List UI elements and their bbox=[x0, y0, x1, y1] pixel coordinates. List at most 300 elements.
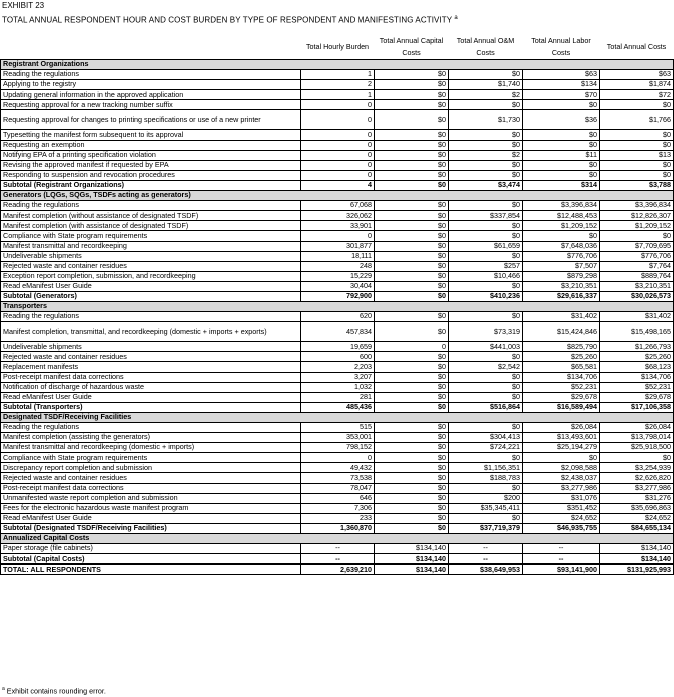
cell-value: $0 bbox=[449, 251, 523, 261]
row-label: Undeliverable shipments bbox=[1, 251, 301, 261]
cell-value: $0 bbox=[375, 160, 449, 170]
table-row bbox=[1, 372, 674, 382]
cell-value: $0 bbox=[375, 443, 449, 453]
section-header-row bbox=[1, 191, 674, 201]
cell-value: $15,424,846 bbox=[523, 322, 600, 342]
cell-value: 798,152 bbox=[301, 443, 375, 453]
row-label: Manifest completion, transmittal, and recordkeeping (domestic + imports + exports) bbox=[1, 322, 301, 342]
cell-value: $0 bbox=[375, 473, 449, 483]
cell-value: 0 bbox=[375, 342, 449, 352]
cell-value: $24,652 bbox=[600, 513, 674, 523]
cell-value: $25,194,279 bbox=[523, 443, 600, 453]
cell-value: 646 bbox=[301, 493, 375, 503]
cell-value: $879,298 bbox=[523, 271, 600, 281]
cell-value: $7,648,036 bbox=[523, 241, 600, 251]
table-row bbox=[1, 90, 674, 100]
cell-value: $134,140 bbox=[600, 554, 674, 565]
row-label: Compliance with State program requirements bbox=[1, 453, 301, 463]
cell-value: 353,001 bbox=[301, 433, 375, 443]
row-label: Manifest completion (assisting the generators) bbox=[1, 433, 301, 443]
cell-value: $134,706 bbox=[600, 372, 674, 382]
table-row bbox=[1, 201, 674, 211]
table-row bbox=[1, 352, 674, 362]
total-row bbox=[1, 564, 674, 575]
cell-value: $0 bbox=[375, 291, 449, 301]
cell-value: 0 bbox=[301, 170, 375, 180]
cell-value: $37,719,379 bbox=[449, 523, 523, 533]
cell-value: $72 bbox=[600, 90, 674, 100]
cell-value: 0 bbox=[301, 100, 375, 110]
cell-value: $0 bbox=[449, 100, 523, 110]
cell-value: $134,140 bbox=[375, 554, 449, 565]
table-row bbox=[1, 271, 674, 281]
cell-value: $200 bbox=[449, 493, 523, 503]
cell-value: $63 bbox=[600, 70, 674, 80]
row-label: Manifest transmittal and recordkeeping (domestic + imports) bbox=[1, 443, 301, 453]
cell-value: 67,068 bbox=[301, 201, 375, 211]
cell-value: $0 bbox=[375, 80, 449, 90]
cell-value: $1,209,152 bbox=[600, 221, 674, 231]
table-row bbox=[1, 513, 674, 523]
section-header-row bbox=[1, 412, 674, 422]
cell-value: $0 bbox=[449, 231, 523, 241]
row-label: Post-receipt manifest data corrections bbox=[1, 483, 301, 493]
subtotal-row bbox=[1, 291, 674, 301]
row-label: Paper storage (file cabinets) bbox=[1, 544, 301, 554]
table-row bbox=[1, 281, 674, 291]
subtotal-row bbox=[1, 554, 674, 565]
cell-value: 2 bbox=[301, 80, 375, 90]
cell-value: 281 bbox=[301, 392, 375, 402]
cell-value: $0 bbox=[375, 211, 449, 221]
cell-value: $0 bbox=[449, 453, 523, 463]
row-label: Notification of discharge of hazardous waste bbox=[1, 382, 301, 392]
row-label: Discrepancy report completion and submission bbox=[1, 463, 301, 473]
cell-value: $7,764 bbox=[600, 261, 674, 271]
row-label: Subtotal (Generators) bbox=[1, 291, 301, 301]
row-label: Notifying EPA of a printing specification violation bbox=[1, 150, 301, 160]
cell-value: $0 bbox=[375, 241, 449, 251]
cell-value: $0 bbox=[375, 493, 449, 503]
cell-value: $134,140 bbox=[600, 544, 674, 554]
cell-value: 1 bbox=[301, 90, 375, 100]
cell-value: $46,935,755 bbox=[523, 523, 600, 533]
subtotal-row bbox=[1, 523, 674, 533]
cell-value: $0 bbox=[449, 483, 523, 493]
cell-value: $26,084 bbox=[523, 423, 600, 433]
cell-value: 15,229 bbox=[301, 271, 375, 281]
cell-value: $1,740 bbox=[449, 80, 523, 90]
cell-value: $26,084 bbox=[600, 423, 674, 433]
cell-value: $0 bbox=[523, 231, 600, 241]
cell-value: $2,098,588 bbox=[523, 463, 600, 473]
cell-value: $1,156,351 bbox=[449, 463, 523, 473]
header-capital-costs: Total Annual Capital Costs bbox=[379, 36, 444, 57]
cell-value: $0 bbox=[449, 382, 523, 392]
cell-value: $776,706 bbox=[600, 251, 674, 261]
cell-value: $31,276 bbox=[600, 493, 674, 503]
cell-value: 33,901 bbox=[301, 221, 375, 231]
section-title: Annualized Capital Costs bbox=[1, 534, 674, 544]
cell-value: $0 bbox=[375, 150, 449, 160]
cell-value: 30,404 bbox=[301, 281, 375, 291]
cell-value: $12,488,453 bbox=[523, 211, 600, 221]
cell-value: $314 bbox=[523, 180, 600, 190]
cell-value: $0 bbox=[375, 261, 449, 271]
cell-value: 620 bbox=[301, 312, 375, 322]
cell-value: $29,678 bbox=[600, 392, 674, 402]
cell-value: $0 bbox=[449, 281, 523, 291]
cell-value: $134 bbox=[523, 80, 600, 90]
row-label: Rejected waste and container residues bbox=[1, 473, 301, 483]
cell-value: $3,277,986 bbox=[523, 483, 600, 493]
cell-value: $29,616,337 bbox=[523, 291, 600, 301]
cell-value: $24,652 bbox=[523, 513, 600, 523]
cell-value: $351,452 bbox=[523, 503, 600, 513]
table-row bbox=[1, 423, 674, 433]
cell-value: $0 bbox=[449, 513, 523, 523]
row-label: Manifest completion (with assistance of designated TSDF) bbox=[1, 221, 301, 231]
footnote-mark: a bbox=[2, 686, 5, 692]
row-label: Requesting an exemption bbox=[1, 140, 301, 150]
cell-value: 0 bbox=[301, 110, 375, 130]
row-label: Unmanifested waste report completion and submission bbox=[1, 493, 301, 503]
cell-value: $0 bbox=[375, 100, 449, 110]
section-title: Transporters bbox=[1, 302, 674, 312]
cell-value: $0 bbox=[375, 402, 449, 412]
burden-table bbox=[0, 35, 674, 575]
table-row bbox=[1, 483, 674, 493]
cell-value: $0 bbox=[523, 170, 600, 180]
header-total-costs: Total Annual Costs bbox=[606, 42, 667, 51]
cell-value: $63 bbox=[523, 70, 600, 80]
row-label: Exception report completion, submission, and recordkeeping bbox=[1, 271, 301, 281]
row-label: Replacement manifests bbox=[1, 362, 301, 372]
cell-value: $7,709,695 bbox=[600, 241, 674, 251]
cell-value: $13,493,601 bbox=[523, 433, 600, 443]
cell-value: 326,062 bbox=[301, 211, 375, 221]
cell-value: $2 bbox=[449, 90, 523, 100]
cell-value: 0 bbox=[301, 231, 375, 241]
table-row bbox=[1, 382, 674, 392]
cell-value: 1 bbox=[301, 70, 375, 80]
cell-value: $1,766 bbox=[600, 110, 674, 130]
table-row bbox=[1, 342, 674, 352]
row-label: Manifest completion (without assistance of designated TSDF) bbox=[1, 211, 301, 221]
cell-value: $0 bbox=[600, 170, 674, 180]
cell-value: $257 bbox=[449, 261, 523, 271]
cell-value: $337,854 bbox=[449, 211, 523, 221]
section-header-row bbox=[1, 534, 674, 544]
table-row bbox=[1, 261, 674, 271]
cell-value: $0 bbox=[523, 140, 600, 150]
table-row bbox=[1, 544, 674, 554]
table-row bbox=[1, 241, 674, 251]
cell-value: $441,003 bbox=[449, 342, 523, 352]
cell-value: $0 bbox=[375, 231, 449, 241]
cell-value: $3,277,986 bbox=[600, 483, 674, 493]
cell-value: 1,032 bbox=[301, 382, 375, 392]
cell-value: $2,626,820 bbox=[600, 473, 674, 483]
cell-value: $0 bbox=[375, 392, 449, 402]
table-row bbox=[1, 433, 674, 443]
row-label: Responding to suspension and revocation procedures bbox=[1, 170, 301, 180]
cell-value: $0 bbox=[375, 90, 449, 100]
cell-value: -- bbox=[523, 554, 600, 565]
subtotal-row bbox=[1, 180, 674, 190]
cell-value: $3,254,939 bbox=[600, 463, 674, 473]
footnote bbox=[2, 685, 106, 695]
cell-value: 2,639,210 bbox=[301, 564, 375, 575]
cell-value: $0 bbox=[375, 382, 449, 392]
cell-value: $0 bbox=[375, 170, 449, 180]
footnote-text: Exhibit contains rounding error. bbox=[6, 686, 106, 696]
cell-value: $25,918,500 bbox=[600, 443, 674, 453]
cell-value: 485,436 bbox=[301, 402, 375, 412]
cell-value: $134,140 bbox=[375, 564, 449, 575]
cell-value: $889,764 bbox=[600, 271, 674, 281]
cell-value: $0 bbox=[375, 433, 449, 443]
header-om-costs: Total Annual O&M Costs bbox=[456, 36, 515, 57]
cell-value: $0 bbox=[600, 453, 674, 463]
row-label: Subtotal (Capital Costs) bbox=[1, 554, 301, 565]
cell-value: -- bbox=[301, 554, 375, 565]
cell-value: 0 bbox=[301, 130, 375, 140]
cell-value: $776,706 bbox=[523, 251, 600, 261]
cell-value: $0 bbox=[449, 201, 523, 211]
table-row bbox=[1, 211, 674, 221]
table-row bbox=[1, 312, 674, 322]
cell-value: $516,864 bbox=[449, 402, 523, 412]
cell-value: $31,402 bbox=[523, 312, 600, 322]
cell-value: $25,260 bbox=[523, 352, 600, 362]
cell-value: $410,236 bbox=[449, 291, 523, 301]
cell-value: 792,900 bbox=[301, 291, 375, 301]
cell-value: $825,790 bbox=[523, 342, 600, 352]
cell-value: $30,026,573 bbox=[600, 291, 674, 301]
cell-value: $52,231 bbox=[600, 382, 674, 392]
cell-value: $0 bbox=[375, 453, 449, 463]
section-title: Registrant Organizations bbox=[1, 60, 674, 70]
cell-value: $724,221 bbox=[449, 443, 523, 453]
cell-value: $3,788 bbox=[600, 180, 674, 190]
cell-value: -- bbox=[449, 554, 523, 565]
cell-value: $0 bbox=[449, 352, 523, 362]
cell-value: $73,319 bbox=[449, 322, 523, 342]
cell-value: 19,659 bbox=[301, 342, 375, 352]
cell-value: $1,874 bbox=[600, 80, 674, 90]
row-label: Rejected waste and container residues bbox=[1, 352, 301, 362]
header-activity bbox=[1, 35, 301, 60]
cell-value: $35,345,411 bbox=[449, 503, 523, 513]
cell-value: $0 bbox=[449, 423, 523, 433]
row-label: Requesting approval for a new tracking number suffix bbox=[1, 100, 301, 110]
cell-value: 1,360,870 bbox=[301, 523, 375, 533]
cell-value: 233 bbox=[301, 513, 375, 523]
cell-value: $0 bbox=[375, 352, 449, 362]
cell-value: 7,306 bbox=[301, 503, 375, 513]
cell-value: $31,402 bbox=[600, 312, 674, 322]
cell-value: $131,925,993 bbox=[600, 564, 674, 575]
table-row bbox=[1, 80, 674, 90]
cell-value: $0 bbox=[375, 140, 449, 150]
cell-value: $0 bbox=[375, 503, 449, 513]
row-label: Undeliverable shipments bbox=[1, 342, 301, 352]
cell-value: $0 bbox=[449, 312, 523, 322]
table-row bbox=[1, 503, 674, 513]
row-label: Subtotal (Designated TSDF/Receiving Facilities) bbox=[1, 523, 301, 533]
cell-value: $84,655,134 bbox=[600, 523, 674, 533]
cell-value: $10,466 bbox=[449, 271, 523, 281]
table-row bbox=[1, 453, 674, 463]
section-title: Generators (LQGs, SQGs, TSDFs acting as generators) bbox=[1, 191, 674, 201]
table-body bbox=[1, 60, 674, 575]
cell-value: $13 bbox=[600, 150, 674, 160]
cell-value: $134,140 bbox=[375, 544, 449, 554]
table-row bbox=[1, 251, 674, 261]
cell-value: $188,783 bbox=[449, 473, 523, 483]
table-row bbox=[1, 100, 674, 110]
cell-value: $0 bbox=[449, 70, 523, 80]
row-label: Read eManifest User Guide bbox=[1, 513, 301, 523]
table-row bbox=[1, 392, 674, 402]
table-row bbox=[1, 110, 674, 130]
cell-value: $0 bbox=[375, 362, 449, 372]
cell-value: $0 bbox=[375, 372, 449, 382]
cell-value: 600 bbox=[301, 352, 375, 362]
cell-value: 0 bbox=[301, 150, 375, 160]
cell-value: $0 bbox=[523, 453, 600, 463]
cell-value: 2,203 bbox=[301, 362, 375, 372]
row-label: Fees for the electronic hazardous waste manifest program bbox=[1, 503, 301, 513]
cell-value: $0 bbox=[375, 312, 449, 322]
row-label: Reading the regulations bbox=[1, 312, 301, 322]
cell-value: $2 bbox=[449, 150, 523, 160]
cell-value: $0 bbox=[375, 513, 449, 523]
header-hourly-burden: Total Hourly Burden bbox=[305, 42, 370, 51]
cell-value: $0 bbox=[600, 100, 674, 110]
table-row bbox=[1, 170, 674, 180]
cell-value: $36 bbox=[523, 110, 600, 130]
table-row bbox=[1, 130, 674, 140]
cell-value: $52,231 bbox=[523, 382, 600, 392]
exhibit-title bbox=[2, 13, 458, 26]
header-labor-costs: Total Annual Labor Costs bbox=[531, 36, 591, 57]
cell-value: $304,413 bbox=[449, 433, 523, 443]
cell-value: $29,678 bbox=[523, 392, 600, 402]
cell-value: $0 bbox=[449, 221, 523, 231]
cell-value: $65,581 bbox=[523, 362, 600, 372]
table-row bbox=[1, 473, 674, 483]
table-row bbox=[1, 140, 674, 150]
cell-value: $1,266,793 bbox=[600, 342, 674, 352]
table-row bbox=[1, 70, 674, 80]
cell-value: $38,649,953 bbox=[449, 564, 523, 575]
cell-value: 0 bbox=[301, 140, 375, 150]
cell-value: $0 bbox=[600, 140, 674, 150]
row-label: Subtotal (Registrant Organizations) bbox=[1, 180, 301, 190]
table-row bbox=[1, 443, 674, 453]
cell-value: $31,076 bbox=[523, 493, 600, 503]
cell-value: $134,706 bbox=[523, 372, 600, 382]
cell-value: -- bbox=[301, 544, 375, 554]
cell-value: $0 bbox=[600, 160, 674, 170]
row-label: Updating general information in the approved application bbox=[1, 90, 301, 100]
row-label: Subtotal (Transporters) bbox=[1, 402, 301, 412]
cell-value: -- bbox=[449, 544, 523, 554]
section-header-row bbox=[1, 60, 674, 70]
cell-value: $12,826,307 bbox=[600, 211, 674, 221]
cell-value: $0 bbox=[523, 100, 600, 110]
cell-value: $3,474 bbox=[449, 180, 523, 190]
row-label: Compliance with State program requirements bbox=[1, 231, 301, 241]
cell-value: 0 bbox=[301, 453, 375, 463]
cell-value: $0 bbox=[375, 463, 449, 473]
table-row bbox=[1, 322, 674, 342]
cell-value: 3,207 bbox=[301, 372, 375, 382]
row-label: TOTAL: ALL RESPONDENTS bbox=[1, 564, 301, 575]
cell-value: $68,123 bbox=[600, 362, 674, 372]
cell-value: $0 bbox=[375, 271, 449, 281]
cell-value: 18,111 bbox=[301, 251, 375, 261]
cell-value: $0 bbox=[375, 70, 449, 80]
cell-value: $0 bbox=[375, 281, 449, 291]
table-row bbox=[1, 221, 674, 231]
exhibit-title-text: TOTAL ANNUAL RESPONDENT HOUR AND COST BURDEN BY TYPE OF RESPONDENT AND MANIFESTING ACTIVITY bbox=[2, 15, 453, 25]
header-row bbox=[1, 35, 674, 60]
subtotal-row bbox=[1, 402, 674, 412]
cell-value: 0 bbox=[301, 160, 375, 170]
cell-value: $3,396,834 bbox=[523, 201, 600, 211]
row-label: Typesetting the manifest form subsequent to its approval bbox=[1, 130, 301, 140]
row-label: Reading the regulations bbox=[1, 423, 301, 433]
cell-value: $13,798,014 bbox=[600, 433, 674, 443]
cell-value: $3,210,351 bbox=[523, 281, 600, 291]
cell-value: 78,047 bbox=[301, 483, 375, 493]
cell-value: $11 bbox=[523, 150, 600, 160]
cell-value: $17,106,358 bbox=[600, 402, 674, 412]
cell-value: 301,877 bbox=[301, 241, 375, 251]
cell-value: $0 bbox=[375, 423, 449, 433]
row-label: Revising the approved manifest if requested by EPA bbox=[1, 160, 301, 170]
cell-value: $1,209,152 bbox=[523, 221, 600, 231]
cell-value: $0 bbox=[449, 130, 523, 140]
cell-value: $0 bbox=[375, 251, 449, 261]
cell-value: $1,730 bbox=[449, 110, 523, 130]
cell-value: $0 bbox=[375, 322, 449, 342]
row-label: Read eManifest User Guide bbox=[1, 281, 301, 291]
cell-value: $0 bbox=[600, 231, 674, 241]
cell-value: $0 bbox=[375, 110, 449, 130]
row-label: Read eManifest User Guide bbox=[1, 392, 301, 402]
exhibit-number: EXHIBIT 23 bbox=[2, 1, 45, 10]
row-label: Applying to the registry bbox=[1, 80, 301, 90]
cell-value: $70 bbox=[523, 90, 600, 100]
table-row bbox=[1, 150, 674, 160]
cell-value: $0 bbox=[449, 372, 523, 382]
cell-value: $15,498,165 bbox=[600, 322, 674, 342]
cell-value: $0 bbox=[449, 392, 523, 402]
cell-value: $0 bbox=[449, 160, 523, 170]
section-header-row bbox=[1, 302, 674, 312]
cell-value: $0 bbox=[375, 523, 449, 533]
cell-value: $0 bbox=[375, 221, 449, 231]
section-title: Designated TSDF/Receiving Facilities bbox=[1, 412, 674, 422]
cell-value: $0 bbox=[449, 140, 523, 150]
cell-value: 49,432 bbox=[301, 463, 375, 473]
cell-value: $2,542 bbox=[449, 362, 523, 372]
cell-value: -- bbox=[523, 544, 600, 554]
